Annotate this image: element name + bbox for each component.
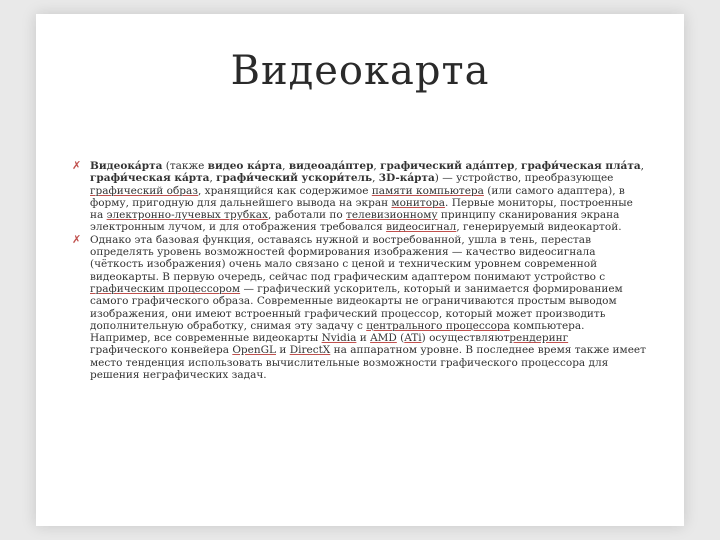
text: (или самого адаптера), в форму, пригодную для дальнейшего вывода на экран xyxy=(90,184,625,209)
term: видео ка́рта xyxy=(207,160,283,172)
link-graphic-image[interactable]: графический образ xyxy=(90,184,198,197)
text: , xyxy=(373,160,381,172)
link-monitor[interactable]: монитора xyxy=(391,196,446,209)
term: 3D-ка́рта xyxy=(378,172,435,185)
term: графи́ческая ка́рта xyxy=(90,172,210,185)
text: . Первые мониторы, построенные на xyxy=(90,196,633,222)
link-amd[interactable]: AMD xyxy=(370,332,397,345)
link-nvidia[interactable]: Nvidia xyxy=(321,332,357,345)
link-computer-memory[interactable]: памяти компьютера xyxy=(371,184,484,197)
link-crt[interactable]: электронно-лучевых трубках xyxy=(106,209,268,222)
text: — графический ускоритель, который и занимается формированием самого графического образа. Современные видеокарты не ограничиваются простым выводом изображения, они имеют встроенный графический процессор, который может производить дополнительную обработку, снимая эту задачу с xyxy=(90,282,623,332)
text: , xyxy=(372,172,379,185)
link-cpu[interactable]: центрального процессора xyxy=(366,319,510,332)
text: , генерируемый видеокартой. xyxy=(456,221,622,234)
text: , работали по xyxy=(267,209,347,222)
paragraph-definition xyxy=(70,160,648,234)
text: и xyxy=(276,344,290,357)
term: графический ада́птер xyxy=(380,160,515,172)
text: , xyxy=(282,160,289,172)
term: графи́ческая пла́та xyxy=(521,160,641,172)
link-television[interactable]: телевизионному xyxy=(346,209,438,222)
slide-content xyxy=(70,160,648,381)
link-video-signal[interactable]: видеосигнал xyxy=(386,221,457,234)
text: принципу сканирования экрана электронным лучом, и для отображения требовался xyxy=(90,209,620,234)
text: , xyxy=(640,160,644,172)
bullet-icon: ✗ xyxy=(72,232,82,246)
link-gpu[interactable]: графическим процессором xyxy=(90,282,241,295)
text: (также xyxy=(162,160,208,172)
link-opengl[interactable]: OpenGL xyxy=(232,344,276,357)
bullet-icon: ✗ xyxy=(72,159,82,172)
term: видеоада́птер xyxy=(288,160,374,172)
slide-title: Видеокарта xyxy=(230,48,490,94)
text: на аппаратном уровне. В последнее время также имеет место тенденция использовать вычислительные возможности графического процессора для решения неграфических задач. xyxy=(90,344,646,382)
text: ) — устройство, преобразующее xyxy=(434,172,614,185)
text: Однако эта базовая функция, оставаясь нужной и востребованной, ушла в тень, перестав определять уровень возможностей формирования изображения — качество видеосигнала (чёткость изображения) очень мало связано с ценой и техническим уровнем современной видеокарты. В первую очередь, сейчас под графическим адаптером понимают устройство с xyxy=(90,233,606,283)
link-rendering[interactable]: рендеринг xyxy=(509,332,569,345)
text: ( xyxy=(396,332,405,345)
text: , хранящийся как содержимое xyxy=(197,184,372,197)
slide xyxy=(36,14,684,526)
text: графического конвейера xyxy=(90,344,233,357)
text: , xyxy=(514,160,522,172)
term: Видеока́рта xyxy=(90,160,163,172)
link-directx[interactable]: DirectX xyxy=(289,344,331,357)
text: , xyxy=(209,172,217,185)
term: графи́ческий ускори́тель xyxy=(216,172,373,185)
text: и xyxy=(356,332,371,345)
paragraph-gpu xyxy=(70,234,648,382)
text: компьютера. Например, все современные видеокарты xyxy=(90,319,585,345)
link-ati[interactable]: ATi xyxy=(404,332,422,345)
text: ) осуществляют xyxy=(421,332,510,345)
